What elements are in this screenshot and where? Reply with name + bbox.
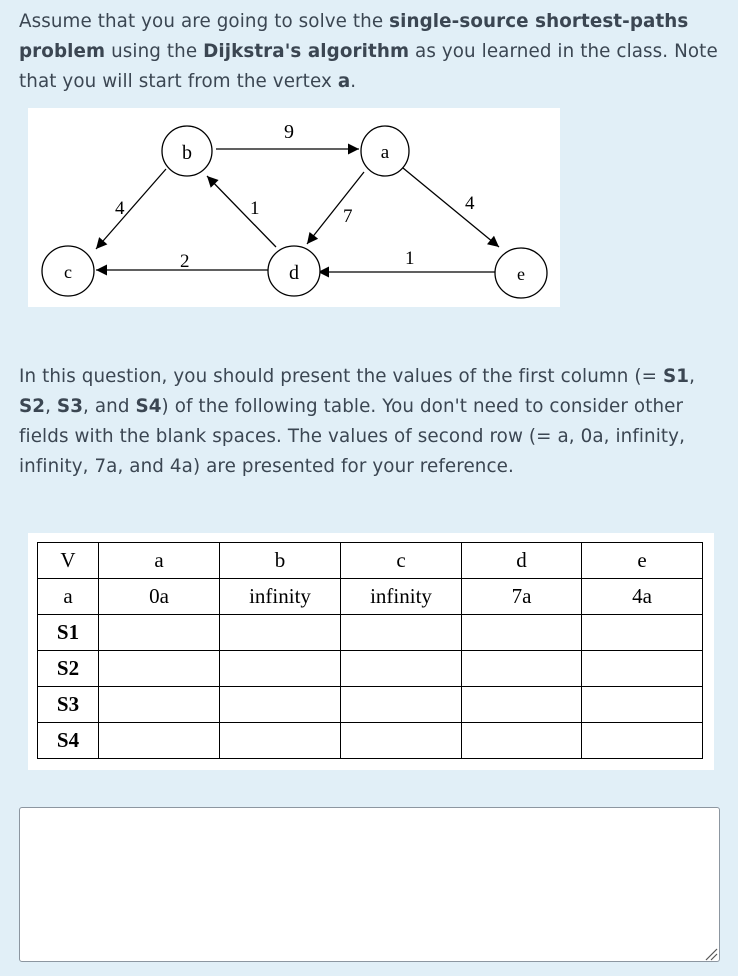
table-cell-empty: [220, 723, 341, 759]
table-cell-empty: [220, 615, 341, 651]
table-cell-empty: [341, 723, 462, 759]
table-cell-empty: [341, 687, 462, 723]
table-row-s3: [38, 687, 703, 723]
intro-text-1: Assume that you are going to solve the: [19, 11, 390, 32]
header-cell-c: c: [341, 543, 462, 579]
intro-bold-algorithm: Dijkstra's algorithm: [203, 41, 410, 62]
edge-weight-a-d: 7: [343, 206, 353, 227]
table-cell-empty: [99, 687, 220, 723]
table-header-row: [38, 543, 703, 579]
table-cell-empty: [582, 687, 703, 723]
node-label-d: d: [289, 262, 299, 284]
instruction-text-3: ,: [45, 396, 57, 417]
edge-a-e: [403, 168, 499, 247]
node-label-c: c: [64, 262, 72, 282]
table-cell-empty: [99, 651, 220, 687]
table-cell-empty: [220, 651, 341, 687]
instruction-bold-s2: S2: [19, 396, 46, 417]
answer-textarea[interactable]: [19, 807, 720, 962]
instruction-text-5: ) of the following table. You don't need to consider other fields with the blank spaces. The values of second row (= a, 0a, infinity, infinity, 7a, and 4a) are presented for your reference.: [19, 396, 686, 477]
table-row-s4: [38, 723, 703, 759]
edge-b-c: [96, 169, 166, 249]
node-e: [495, 248, 547, 298]
resize-grip-icon[interactable]: [704, 947, 718, 961]
header-cell-v: V: [38, 543, 99, 579]
graph-figure: [28, 108, 560, 307]
table-cell-empty: [99, 615, 220, 651]
instruction-bold-s3: S3: [56, 396, 84, 417]
table-cell-empty: [341, 651, 462, 687]
table-cell: 0a: [99, 579, 220, 615]
node-a: [361, 126, 409, 176]
row-label-s4: S4: [38, 723, 99, 759]
node-b: [162, 126, 212, 176]
distance-table-figure: [28, 533, 714, 770]
edge-weight-b-a: 9: [284, 121, 294, 143]
table-cell-empty: [462, 651, 582, 687]
table-cell-empty: [99, 723, 220, 759]
intro-text-4: .: [350, 71, 357, 92]
table-reference-row: [38, 579, 703, 615]
table-cell-empty: [220, 687, 341, 723]
node-label-a: a: [380, 142, 390, 163]
edge-weight-a-e: 4: [465, 193, 475, 214]
table-cell-empty: [582, 615, 703, 651]
node-d: [268, 246, 320, 296]
table-cell: 7a: [462, 579, 582, 615]
instruction-bold-s4: S4: [135, 396, 162, 417]
row-label-s3: S3: [38, 687, 99, 723]
table-cell-empty: [462, 687, 582, 723]
edge-weight-d-c: 2: [180, 251, 190, 272]
table-cell: infinity: [220, 579, 341, 615]
question-instruction: [19, 362, 724, 482]
edge-weight-e-d: 1: [405, 248, 415, 269]
table-row-s2: [38, 651, 703, 687]
header-cell-d: d: [462, 543, 582, 579]
instruction-bold-s1: S1: [662, 366, 690, 387]
table-cell: 4a: [582, 579, 703, 615]
row-label-s2: S2: [38, 651, 99, 687]
header-cell-e: e: [582, 543, 703, 579]
table-cell: a: [38, 579, 99, 615]
node-label-e: e: [517, 264, 525, 284]
intro-text-2: using the: [105, 41, 204, 62]
table-cell-empty: [341, 615, 462, 651]
instruction-text-2: ,: [689, 366, 695, 387]
question-intro: [19, 7, 724, 97]
table-cell-empty: [462, 723, 582, 759]
row-label-s1: S1: [38, 615, 99, 651]
intro-text-3: as you learned in the class. Note that you will start from the vertex: [19, 41, 718, 92]
intro-bold-vertex: a: [337, 71, 351, 92]
table-cell-empty: [582, 723, 703, 759]
instruction-text-4: , and: [83, 396, 136, 417]
graph-svg: [28, 108, 560, 307]
distance-table: [37, 542, 703, 759]
edge-weight-d-b: 1: [250, 198, 260, 219]
node-label-b: b: [182, 142, 192, 164]
node-c: [42, 246, 94, 296]
table-cell-empty: [462, 615, 582, 651]
table-row-s1: [38, 615, 703, 651]
edge-weight-b-c: 4: [115, 198, 125, 219]
instruction-text-1: In this question, you should present the values of the first column (=: [19, 366, 663, 387]
table-cell: infinity: [341, 579, 462, 615]
header-cell-a: a: [99, 543, 220, 579]
header-cell-b: b: [220, 543, 341, 579]
edge-a-d: [307, 172, 364, 244]
intro-bold-problem: single-source shortest-paths problem: [19, 11, 689, 62]
table-cell-empty: [582, 651, 703, 687]
edge-d-b: [207, 176, 276, 247]
